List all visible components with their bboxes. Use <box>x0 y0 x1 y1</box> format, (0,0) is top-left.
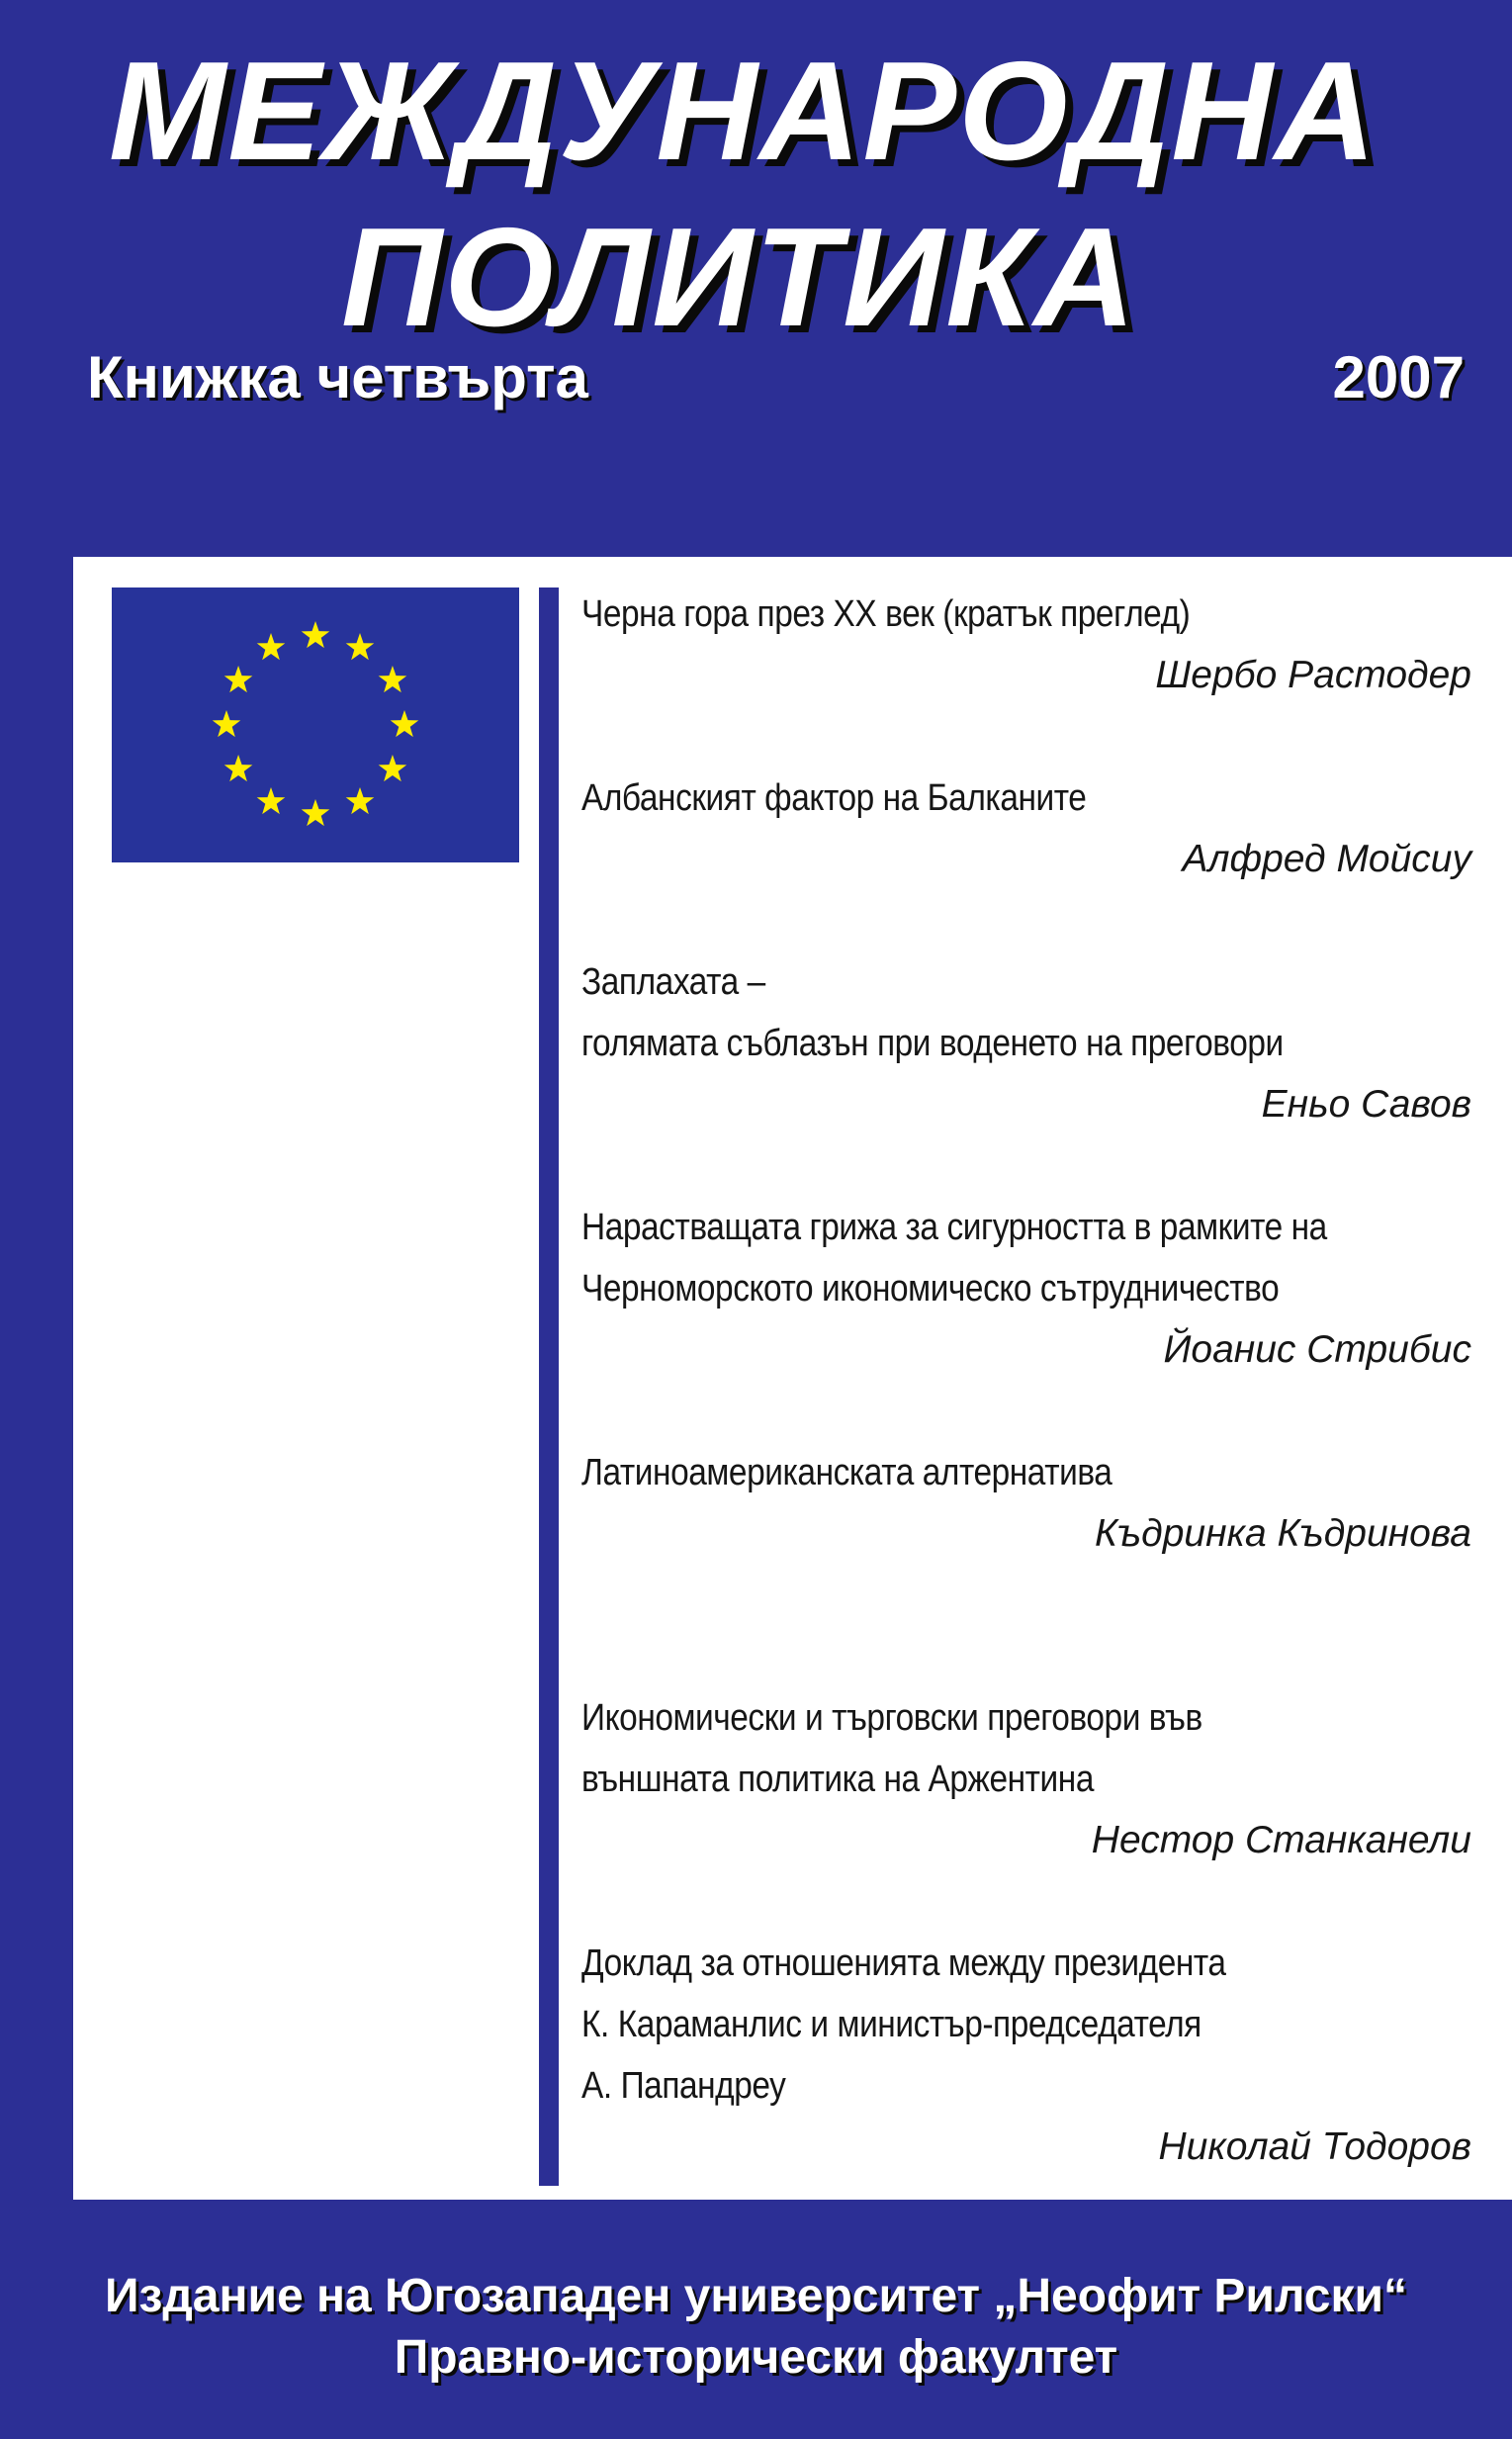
issue-label: Книжка четвърта <box>87 344 588 410</box>
toc-title-line: К. Караманлис и министър-председателя <box>581 2004 1201 2045</box>
star-icon <box>346 633 375 660</box>
toc-author: Еньо Савов <box>1261 1083 1471 1126</box>
faculty-line: Правно-исторически факултет <box>394 2331 1118 2384</box>
title-line-1: МЕЖДУНАРОДНА <box>109 33 1379 190</box>
toc-title-line: Латиноамериканската алтернатива <box>581 1452 1112 1493</box>
toc-item <box>581 1933 1471 2178</box>
star-icon <box>346 787 375 814</box>
toc-item <box>581 1687 1471 1871</box>
toc-item <box>581 1442 1471 1565</box>
toc-author: Нестор Станканели <box>1091 1819 1471 1861</box>
toc-title-line: голямата съблазън при воденето на преговори <box>581 1023 1284 1064</box>
publisher-line: Издание на Югозападен университет „Неофит Рилски“ <box>104 2270 1408 2322</box>
star-icon <box>224 666 253 692</box>
toc-item <box>581 951 1471 1135</box>
vertical-divider <box>539 587 559 2186</box>
star-icon <box>257 633 286 660</box>
toc-title-line: Икономически и търговски преговори във <box>581 1697 1202 1739</box>
toc-item <box>581 768 1471 890</box>
toc-author: Йоанис Стрибис <box>1163 1328 1471 1371</box>
issue-year: 2007 <box>1332 344 1465 410</box>
star-icon <box>379 755 407 781</box>
toc-title-line: Черноморското икономическо сътрудничество <box>581 1268 1280 1310</box>
toc-title-line: външната политика на Аржентина <box>581 1759 1094 1800</box>
star-icon <box>391 710 419 737</box>
eu-flag-graphic <box>112 587 519 862</box>
star-icon <box>379 666 407 692</box>
toc-author: Къдринка Къдринова <box>1094 1512 1471 1555</box>
star-icon <box>257 787 286 814</box>
star-icon <box>302 621 330 648</box>
toc-title-line: Албанският фактор на Балканите <box>581 777 1087 819</box>
star-icon <box>302 799 330 826</box>
toc-title-line: Заплахата – <box>581 961 765 1003</box>
toc-item <box>581 1197 1471 1381</box>
toc-title-line: Доклад за отношенията между президента <box>581 1942 1226 1984</box>
toc-title-line: Нарастващата грижа за сигурността в рамките на <box>581 1207 1327 1248</box>
star-icon <box>213 710 241 737</box>
toc-author: Алфред Мойсиу <box>1182 838 1471 880</box>
star-icon <box>224 755 253 781</box>
title-line-2: ПОЛИТИКА <box>341 199 1138 356</box>
toc-item <box>581 584 1471 706</box>
toc-author: Николай Тодоров <box>1158 2125 1471 2168</box>
eu-flag-icon <box>112 587 519 862</box>
toc-title-line: А. Папандреу <box>581 2065 786 2107</box>
toc-author: Шербо Растодер <box>1155 654 1471 696</box>
toc-title-line: Черна гора през XX век (кратък преглед) <box>581 593 1191 635</box>
